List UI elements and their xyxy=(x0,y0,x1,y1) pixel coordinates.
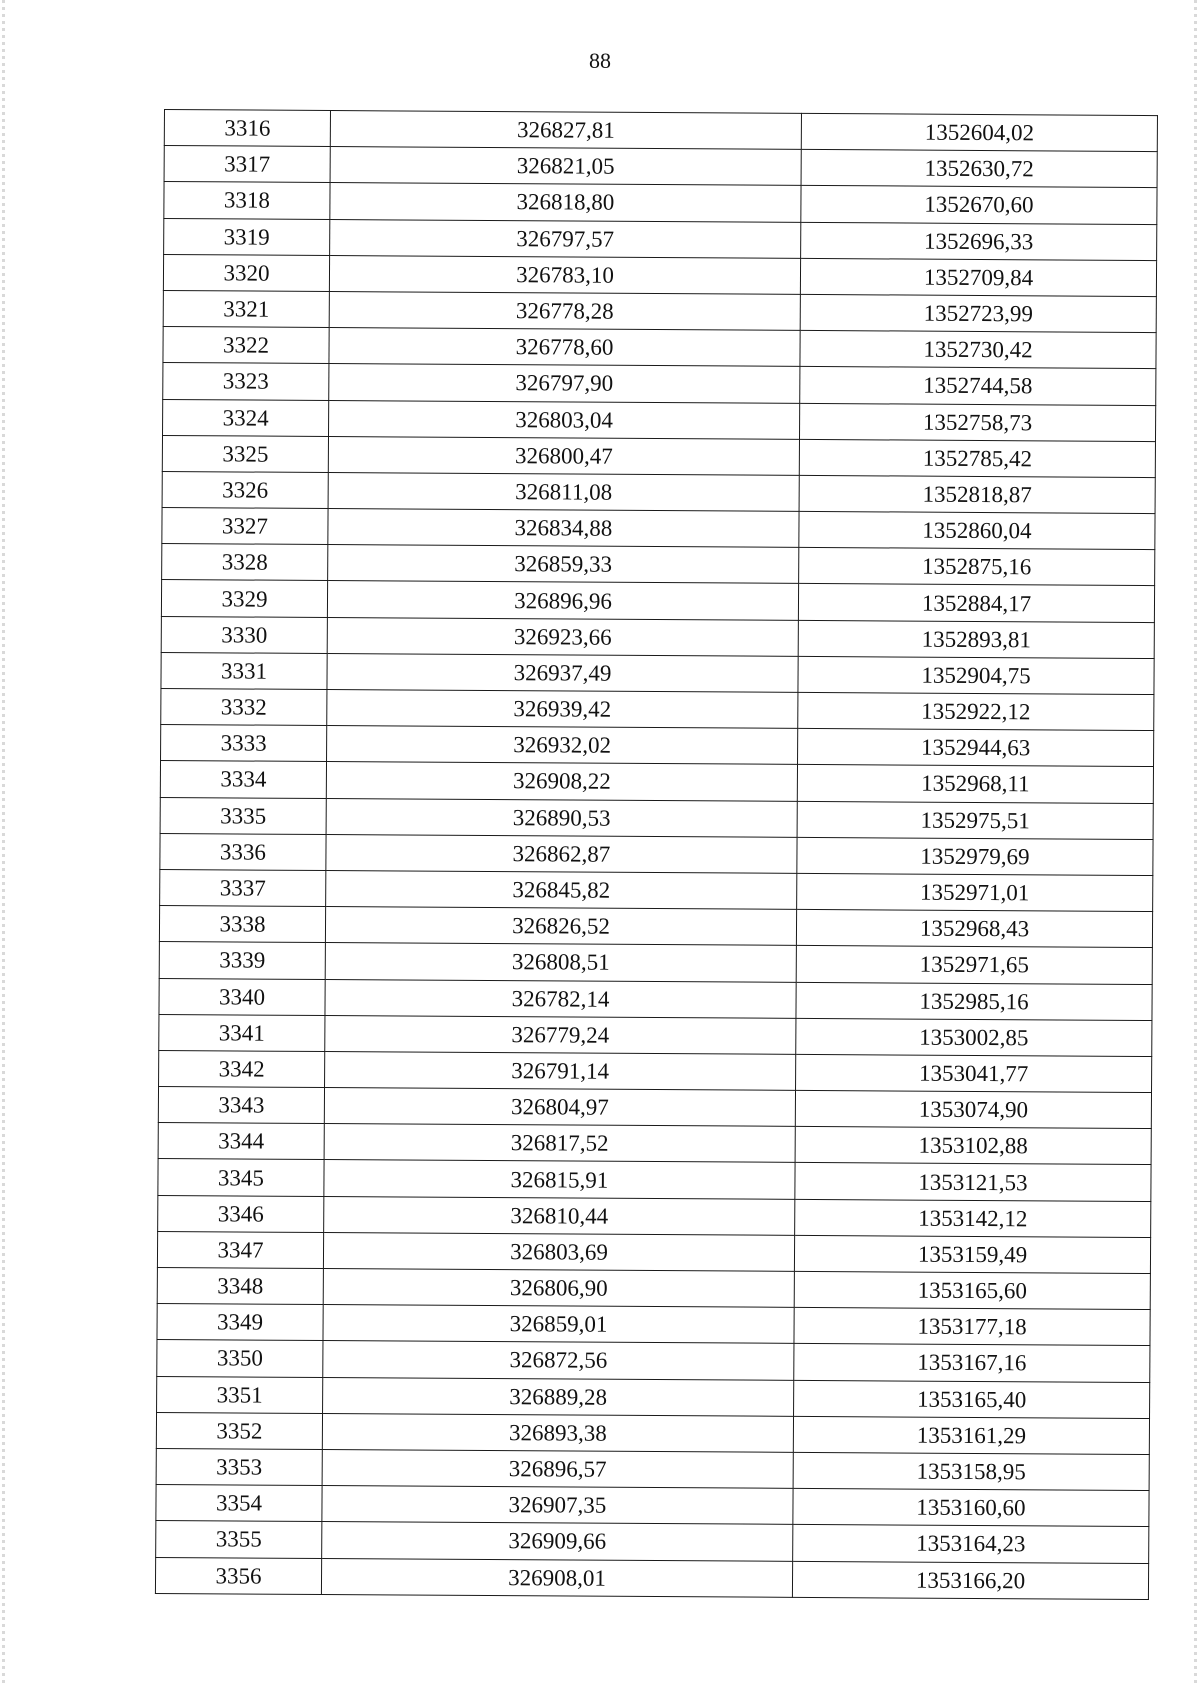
y-coordinate-cell: 1352818,87 xyxy=(799,475,1155,513)
point-number-cell: 3323 xyxy=(163,363,329,400)
point-number-cell: 3326 xyxy=(162,471,328,508)
table-row xyxy=(161,725,1154,767)
x-coordinate-cell: 326907,35 xyxy=(322,1486,793,1525)
y-coordinate-cell: 1352730,42 xyxy=(800,331,1156,369)
table-row xyxy=(163,290,1156,332)
x-coordinate-cell: 326896,57 xyxy=(322,1449,793,1488)
y-coordinate-cell: 1353159,49 xyxy=(794,1235,1150,1273)
y-coordinate-cell: 1352944,63 xyxy=(798,729,1154,767)
y-coordinate-cell: 1352985,16 xyxy=(796,982,1152,1020)
page-number: 88 xyxy=(589,48,611,73)
x-coordinate-cell: 326872,56 xyxy=(323,1341,794,1380)
table-row xyxy=(160,869,1153,911)
point-number-cell: 3330 xyxy=(161,616,327,653)
x-coordinate-cell: 326800,47 xyxy=(328,436,799,475)
x-coordinate-cell: 326896,96 xyxy=(327,581,798,620)
x-coordinate-cell: 326808,51 xyxy=(325,943,796,982)
x-coordinate-cell: 326923,66 xyxy=(327,617,798,656)
table-row xyxy=(157,1376,1150,1418)
y-coordinate-cell: 1352975,51 xyxy=(797,801,1153,839)
point-number-cell: 3319 xyxy=(164,218,330,255)
x-coordinate-cell: 326797,90 xyxy=(329,364,800,403)
point-number-cell: 3328 xyxy=(162,544,328,581)
x-coordinate-cell: 326806,90 xyxy=(323,1268,794,1307)
y-coordinate-cell: 1352893,81 xyxy=(798,620,1154,658)
point-number-cell: 3356 xyxy=(155,1557,321,1594)
table-row xyxy=(157,1340,1150,1382)
point-number-cell: 3318 xyxy=(164,182,330,219)
x-coordinate-cell: 326908,01 xyxy=(321,1558,792,1597)
y-coordinate-cell: 1353165,60 xyxy=(794,1271,1150,1309)
table-row xyxy=(156,1485,1149,1527)
table-row xyxy=(161,616,1154,658)
y-coordinate-cell: 1353164,23 xyxy=(793,1525,1149,1563)
x-coordinate-cell: 326804,97 xyxy=(324,1088,795,1127)
table-row xyxy=(159,942,1152,984)
x-coordinate-cell: 326827,81 xyxy=(330,111,801,150)
x-coordinate-cell: 326815,91 xyxy=(324,1160,795,1199)
table-row xyxy=(159,1050,1152,1092)
point-number-cell: 3339 xyxy=(159,942,325,979)
y-coordinate-cell: 1353074,90 xyxy=(795,1090,1151,1128)
y-coordinate-cell: 1352670,60 xyxy=(801,186,1157,224)
x-coordinate-cell: 326782,14 xyxy=(325,979,796,1018)
table-row xyxy=(162,508,1155,550)
table-row xyxy=(155,1557,1148,1599)
y-coordinate-cell: 1353142,12 xyxy=(795,1199,1151,1237)
table-row xyxy=(156,1412,1149,1454)
x-coordinate-cell: 326810,44 xyxy=(324,1196,795,1235)
table-row xyxy=(160,761,1153,803)
table-row xyxy=(161,580,1154,622)
y-coordinate-cell: 1352922,12 xyxy=(798,692,1154,730)
x-coordinate-cell: 326932,02 xyxy=(327,726,798,765)
x-coordinate-cell: 326821,05 xyxy=(330,147,801,186)
table-row xyxy=(158,1087,1151,1129)
x-coordinate-cell: 326939,42 xyxy=(327,690,798,729)
x-coordinate-cell: 326803,69 xyxy=(323,1232,794,1271)
table-row xyxy=(162,435,1155,477)
x-coordinate-cell: 326862,87 xyxy=(326,834,797,873)
x-coordinate-cell: 326778,60 xyxy=(329,328,800,367)
y-coordinate-cell: 1352630,72 xyxy=(801,150,1157,188)
point-number-cell: 3341 xyxy=(159,1014,325,1051)
table-row xyxy=(163,327,1156,369)
x-coordinate-cell: 326893,38 xyxy=(322,1413,793,1452)
x-coordinate-cell: 326811,08 xyxy=(328,472,799,511)
point-number-cell: 3350 xyxy=(157,1340,323,1377)
point-number-cell: 3316 xyxy=(164,110,330,147)
point-number-cell: 3338 xyxy=(159,906,325,943)
point-number-cell: 3346 xyxy=(158,1195,324,1232)
y-coordinate-cell: 1352875,16 xyxy=(799,548,1155,586)
table-row xyxy=(161,652,1154,694)
point-number-cell: 3344 xyxy=(158,1123,324,1160)
point-number-cell: 3353 xyxy=(156,1448,322,1485)
x-coordinate-cell: 326937,49 xyxy=(327,653,798,692)
table-row xyxy=(164,182,1157,224)
y-coordinate-cell: 1352904,75 xyxy=(798,656,1154,694)
y-coordinate-cell: 1352971,65 xyxy=(796,946,1152,984)
x-coordinate-cell: 326909,66 xyxy=(322,1522,793,1561)
y-coordinate-cell: 1352696,33 xyxy=(801,222,1157,260)
point-number-cell: 3327 xyxy=(162,508,328,545)
point-number-cell: 3332 xyxy=(161,688,327,725)
table-row xyxy=(160,797,1153,839)
x-coordinate-cell: 326778,28 xyxy=(329,291,800,330)
point-number-cell: 3333 xyxy=(161,725,327,762)
y-coordinate-cell: 1353121,53 xyxy=(795,1163,1151,1201)
table-row xyxy=(160,833,1153,875)
y-coordinate-cell: 1353165,40 xyxy=(794,1380,1150,1418)
table-row xyxy=(161,688,1154,730)
x-coordinate-cell: 326859,33 xyxy=(328,545,799,584)
y-coordinate-cell: 1352709,84 xyxy=(800,258,1156,296)
point-number-cell: 3347 xyxy=(157,1231,323,1268)
x-coordinate-cell: 326908,22 xyxy=(326,762,797,801)
x-coordinate-cell: 326826,52 xyxy=(325,907,796,946)
x-coordinate-cell: 326791,14 xyxy=(325,1051,796,1090)
point-number-cell: 3351 xyxy=(157,1376,323,1413)
table-row xyxy=(164,110,1157,152)
table-row xyxy=(157,1231,1150,1273)
y-coordinate-cell: 1353002,85 xyxy=(796,1018,1152,1056)
x-coordinate-cell: 326845,82 xyxy=(326,870,797,909)
table-row xyxy=(157,1267,1150,1309)
table-row xyxy=(156,1448,1149,1490)
x-coordinate-cell: 326834,88 xyxy=(328,509,799,548)
coordinates-table-body xyxy=(155,110,1157,1600)
y-coordinate-cell: 1352968,11 xyxy=(797,765,1153,803)
x-coordinate-cell: 326890,53 xyxy=(326,798,797,837)
y-coordinate-cell: 1352744,58 xyxy=(800,367,1156,405)
point-number-cell: 3336 xyxy=(160,833,326,870)
scan-edge-left xyxy=(2,0,5,1686)
table-row xyxy=(162,471,1155,513)
table-row xyxy=(159,1014,1152,1056)
x-coordinate-cell: 326818,80 xyxy=(330,183,801,222)
point-number-cell: 3352 xyxy=(156,1412,322,1449)
point-number-cell: 3340 xyxy=(159,978,325,1015)
x-coordinate-cell: 326817,52 xyxy=(324,1124,795,1163)
x-coordinate-cell: 326889,28 xyxy=(323,1377,794,1416)
point-number-cell: 3349 xyxy=(157,1304,323,1341)
table-row xyxy=(156,1521,1149,1563)
x-coordinate-cell: 326783,10 xyxy=(329,255,800,294)
point-number-cell: 3331 xyxy=(161,652,327,689)
y-coordinate-cell: 1353177,18 xyxy=(794,1308,1150,1346)
point-number-cell: 3320 xyxy=(163,254,329,291)
table-row xyxy=(163,254,1156,296)
point-number-cell: 3321 xyxy=(163,290,329,327)
table-row xyxy=(158,1195,1151,1237)
table-row xyxy=(157,1304,1150,1346)
table-row xyxy=(163,399,1156,441)
table-row xyxy=(164,146,1157,188)
y-coordinate-cell: 1352723,99 xyxy=(800,294,1156,332)
point-number-cell: 3354 xyxy=(156,1485,322,1522)
coordinates-table xyxy=(155,109,1158,1600)
y-coordinate-cell: 1353158,95 xyxy=(793,1452,1149,1490)
y-coordinate-cell: 1353160,60 xyxy=(793,1488,1149,1526)
y-coordinate-cell: 1352860,04 xyxy=(799,511,1155,549)
y-coordinate-cell: 1353167,16 xyxy=(794,1344,1150,1382)
point-number-cell: 3343 xyxy=(158,1087,324,1124)
table-row xyxy=(159,906,1152,948)
y-coordinate-cell: 1352604,02 xyxy=(801,113,1157,151)
table-row xyxy=(162,544,1155,586)
y-coordinate-cell: 1352758,73 xyxy=(799,403,1155,441)
y-coordinate-cell: 1353102,88 xyxy=(795,1127,1151,1165)
y-coordinate-cell: 1353161,29 xyxy=(793,1416,1149,1454)
scan-edge-right xyxy=(1194,0,1197,1686)
point-number-cell: 3342 xyxy=(159,1050,325,1087)
table-row xyxy=(158,1159,1151,1201)
x-coordinate-cell: 326797,57 xyxy=(330,219,801,258)
table-row xyxy=(163,363,1156,405)
point-number-cell: 3334 xyxy=(160,761,326,798)
point-number-cell: 3317 xyxy=(164,146,330,183)
y-coordinate-cell: 1352968,43 xyxy=(796,910,1152,948)
y-coordinate-cell: 1352979,69 xyxy=(797,837,1153,875)
table-row xyxy=(164,218,1157,260)
x-coordinate-cell: 326779,24 xyxy=(325,1015,796,1054)
point-number-cell: 3335 xyxy=(160,797,326,834)
x-coordinate-cell: 326859,01 xyxy=(323,1305,794,1344)
point-number-cell: 3324 xyxy=(163,399,329,436)
point-number-cell: 3329 xyxy=(161,580,327,617)
point-number-cell: 3348 xyxy=(157,1267,323,1304)
table-row xyxy=(158,1123,1151,1165)
x-coordinate-cell: 326803,04 xyxy=(329,400,800,439)
point-number-cell: 3345 xyxy=(158,1159,324,1196)
point-number-cell: 3325 xyxy=(162,435,328,472)
y-coordinate-cell: 1353166,20 xyxy=(792,1561,1148,1599)
point-number-cell: 3322 xyxy=(163,327,329,364)
point-number-cell: 3355 xyxy=(156,1521,322,1558)
y-coordinate-cell: 1353041,77 xyxy=(796,1054,1152,1092)
y-coordinate-cell: 1352884,17 xyxy=(798,584,1154,622)
table-row xyxy=(159,978,1152,1020)
y-coordinate-cell: 1352785,42 xyxy=(799,439,1155,477)
y-coordinate-cell: 1352971,01 xyxy=(797,873,1153,911)
point-number-cell: 3337 xyxy=(160,869,326,906)
